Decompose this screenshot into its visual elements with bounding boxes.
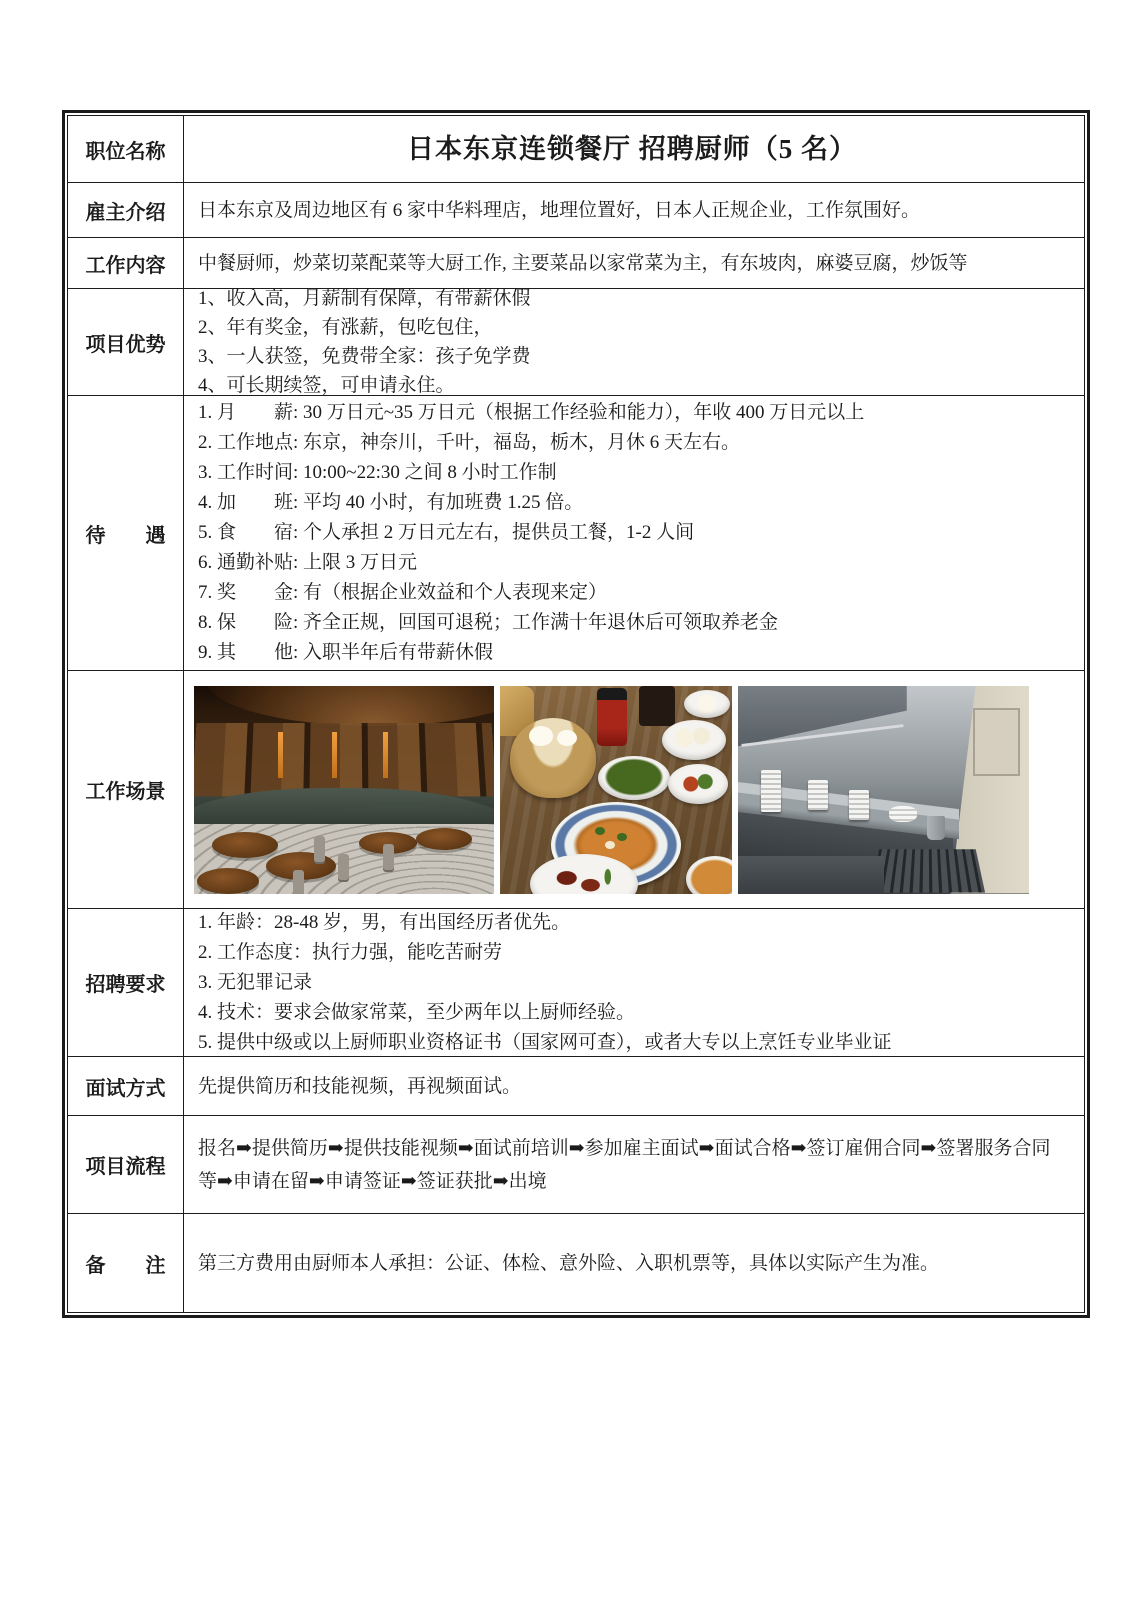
job-posting-table [67, 115, 1085, 1313]
list-item: 1、收入高，月薪制有保障，有带薪休假 [198, 288, 531, 309]
photo-dining-table [197, 868, 259, 894]
position-title-cell [184, 116, 1084, 182]
row-label-position-name: 职位名称 [68, 116, 184, 182]
photo-floor-grate [870, 849, 985, 892]
photo-ceiling-art [206, 686, 494, 726]
photo-dish-stack [849, 790, 869, 820]
photo-bowl-stack [889, 806, 917, 822]
compensation-list [184, 396, 1084, 670]
page-title: 日本东京连锁餐厅 招聘厨师（5 名） [407, 133, 857, 164]
list-item: 2. 工作地点: 东京，神奈川，千叶，福岛，栃木，月休 6 天左右。 [198, 432, 741, 453]
list-item: 4. 技术：要求会做家常菜，至少两年以上厨师经验。 [198, 1001, 636, 1023]
chinese-dishes-photo [500, 686, 732, 894]
interview-method-text: 先提供简历和技能视频，再视频面试。 [198, 1075, 522, 1097]
photo-light-strip [278, 732, 283, 778]
table-row-position-name [68, 116, 1084, 182]
row-label-employer-intro: 雇主介绍 [68, 183, 184, 237]
table-row-interview-method [68, 1056, 1084, 1115]
photo-dish-stack [761, 770, 781, 812]
table-row-compensation [68, 395, 1084, 670]
list-item: 8. 保 险: 齐全正规，回国可退税；工作满十年退休后可领取养老金 [198, 612, 779, 633]
list-item: 3. 无犯罪记录 [198, 971, 313, 993]
photo-chair [383, 844, 394, 870]
photo-chair [293, 870, 304, 894]
job-posting-document [62, 110, 1090, 1318]
row-label-remarks: 备 注 [68, 1214, 184, 1312]
row-label-job-content: 工作内容 [68, 238, 184, 288]
project-process-flow [184, 1116, 1084, 1213]
table-row-project-advantages [68, 288, 1084, 395]
photo-kitchen-floor [738, 856, 884, 894]
photo-buns-plate [662, 720, 726, 760]
list-item: 2、年有奖金，有涨薪，包吃包住， [198, 317, 493, 338]
photo-chair [314, 836, 325, 862]
photo-sauce-bottle [597, 688, 627, 746]
row-label-project-process: 项目流程 [68, 1116, 184, 1213]
row-label-work-scenes: 工作场景 [68, 671, 184, 908]
photo-light-strip [383, 732, 388, 778]
table-row-work-scenes [68, 670, 1084, 908]
list-item: 9. 其 他: 入职半年后有带薪休假 [198, 642, 494, 663]
photo-dimsum-steamer [510, 718, 596, 798]
table-row-job-content [68, 237, 1084, 288]
photo-utensil-bucket [927, 816, 945, 840]
list-item: 3、一人获签，免费带全家：孩子免学费 [198, 346, 531, 367]
project-advantages-list [184, 289, 1084, 395]
remarks-text: 第三方费用由厨师本人承担：公证、体检、意外险、入职机票等，具体以实际产生为准。 [198, 1252, 940, 1274]
list-item: 6. 通勤补贴: 上限 3 万日元 [198, 552, 418, 573]
photo-wood-partitions [194, 722, 494, 795]
list-item: 4、可长期续签，可申请永住。 [198, 375, 455, 396]
list-item: 4. 加 班: 平均 40 小时，有加班费 1.25 倍。 [198, 492, 584, 513]
row-label-interview-method: 面试方式 [68, 1057, 184, 1115]
photo-mixed-plate [668, 764, 728, 804]
photo-light-strip [332, 732, 337, 778]
list-item: 7. 奖 金: 有（根据企业效益和个人表现来定） [198, 582, 608, 603]
restaurant-dining-room-photo [194, 686, 494, 894]
requirements-list [184, 909, 1084, 1056]
table-row-employer-intro [68, 182, 1084, 237]
photo-kitchen-door [973, 708, 1021, 776]
table-row-remarks [68, 1213, 1084, 1312]
photo-dining-table [212, 832, 278, 858]
commercial-kitchen-photo [738, 686, 1029, 894]
row-label-requirements: 招聘要求 [68, 909, 184, 1056]
photo-rice-plate [684, 690, 730, 718]
table-row-project-process [68, 1115, 1084, 1213]
photo-dark-bottle [639, 686, 675, 726]
list-item: 3. 工作时间: 10:00~22:30 之间 8 小时工作制 [198, 462, 557, 483]
photo-dish-stack [808, 780, 828, 810]
list-item: 2. 工作态度：执行力强，能吃苦耐劳 [198, 941, 503, 963]
list-item: 1. 年龄：28-48 岁，男，有出国经历者优先。 [198, 911, 571, 933]
work-scene-photos [184, 671, 1084, 908]
photo-dining-table [416, 828, 472, 850]
list-item: 5. 提供中级或以上厨师职业资格证书（国家网可查），或者大专以上烹饪专业毕业证 [198, 1031, 892, 1053]
job-content-text: 中餐厨师，炒菜切菜配菜等大厨工作, 主要菜品以家常菜为主，有东坡肉，麻婆豆腐，炒饭等 [198, 252, 968, 274]
photo-chair [338, 854, 349, 880]
list-item: 5. 食 宿: 个人承担 2 万日元左右，提供员工餐，1-2 人间 [198, 522, 695, 543]
photo-greens-plate [598, 756, 670, 800]
table-row-requirements [68, 908, 1084, 1056]
row-label-project-advantages: 项目优势 [68, 289, 184, 395]
process-flow-text: 报名➡提供简历➡提供技能视频➡面试前培训➡参加雇主面试➡面试合格➡签订雇佣合同➡签署服务合同等➡申请在留➡申请签证➡签证获批➡出境 [198, 1137, 1051, 1192]
employer-intro-text: 日本东京及周边地区有 6 家中华料理店，地理位置好，日本人正规企业，工作氛围好。 [198, 199, 921, 221]
list-item: 1. 月 薪: 30 万日元~35 万日元（根据工作经验和能力），年收 400 万日元以上 [198, 402, 865, 423]
row-label-compensation: 待 遇 [68, 396, 184, 670]
